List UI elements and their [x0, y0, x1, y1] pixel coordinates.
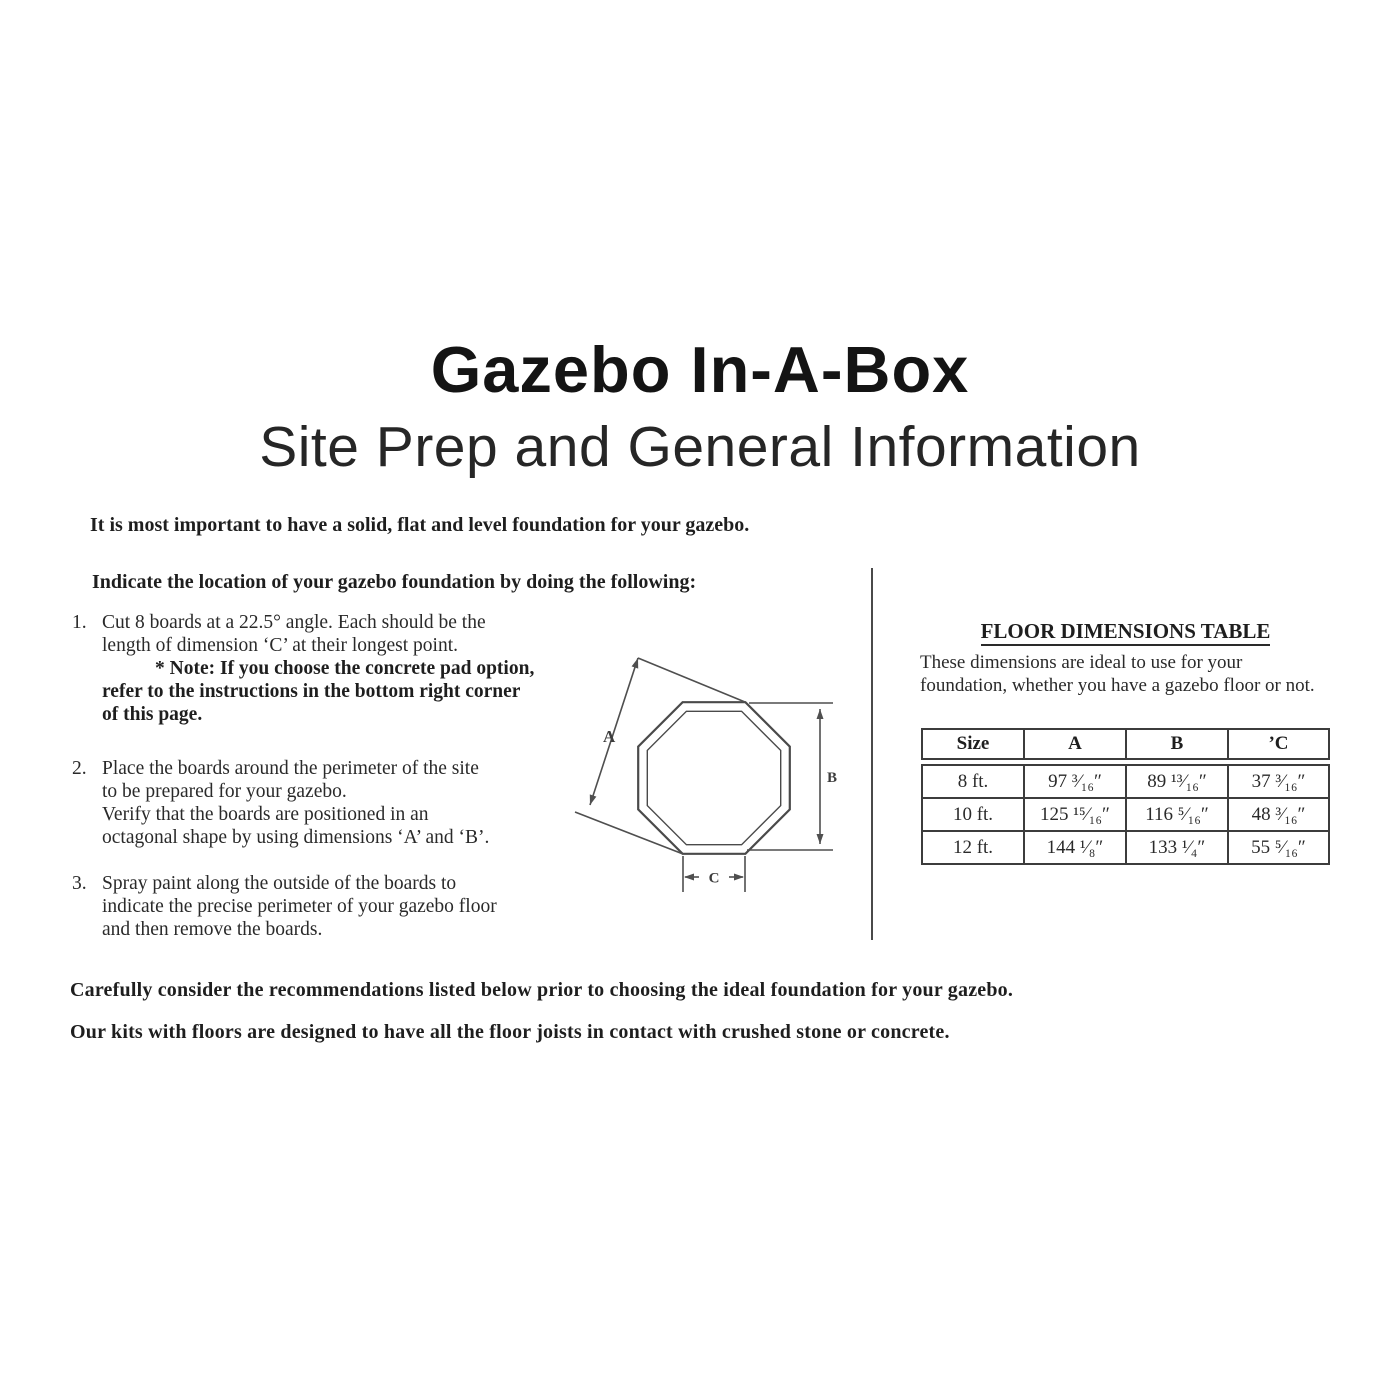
header-cell-b: B	[1125, 730, 1227, 758]
header-cell-a: A	[1023, 730, 1125, 758]
intro-line-foundation: It is most important to have a solid, flat and level foundation for your gazebo.	[90, 514, 750, 536]
step-1-note-line: * Note: If you choose the concrete pad option,	[155, 658, 535, 679]
dim-c-arrow-right	[734, 874, 744, 881]
dim-b-arrow-bottom	[817, 834, 824, 844]
cell-c: 37 ³⁄₁₆″	[1227, 766, 1328, 797]
floor-table-title	[921, 619, 1330, 644]
header-cell-size: Size	[956, 733, 990, 754]
step-2-line: octagonal shape by using dimensions ‘A’ and ‘B’.	[102, 827, 490, 848]
cell-size: 12 ft.	[952, 836, 994, 858]
step-3-line: and then remove the boards.	[102, 919, 323, 940]
floor-table-header-row	[921, 728, 1330, 760]
floor-table-title-text: FLOOR DIMENSIONS TABLE	[981, 619, 1271, 646]
column-divider	[871, 568, 873, 940]
step-3-number: 3.	[72, 873, 87, 894]
step-2-line: Verify that the boards are positioned in an	[102, 804, 429, 825]
cell-a: 125 ¹⁵⁄₁₆″	[1023, 799, 1125, 830]
footer-line-kits: Our kits with floors are designed to have all the floor joists in contact with crushed stone or concrete.	[70, 1021, 950, 1043]
dim-c-arrow-left	[684, 874, 694, 881]
dim-a-label: A	[603, 727, 616, 746]
step-1-line: length of dimension ‘C’ at their longest point.	[102, 635, 458, 656]
footer-line-recommendations: Carefully consider the recommendations listed below prior to choosing the ideal foundation for your gazebo.	[70, 979, 1014, 1001]
table-row-12ft	[923, 830, 1328, 863]
step-2-line: to be prepared for your gazebo.	[102, 781, 347, 802]
step-2-line: Place the boards around the perimeter of the site	[102, 758, 479, 779]
octagon-outer-outline	[638, 702, 790, 854]
header-cell-c: ’C	[1227, 730, 1328, 758]
intro-line-indicate: Indicate the location of your gazebo foundation by doing the following:	[92, 571, 697, 593]
cell-b: 133 ¹⁄₄″	[1125, 832, 1227, 863]
step-3-line: Spray paint along the outside of the boards to	[102, 873, 457, 894]
octagon-inner-outline	[647, 711, 780, 844]
step-3-line: indicate the precise perimeter of your gazebo floor	[102, 896, 497, 917]
dim-b-label: B	[827, 770, 838, 786]
dim-a-arrow-bottom	[590, 794, 597, 805]
cell-b: 89 ¹³⁄₁₆″	[1125, 766, 1227, 797]
dim-b-arrow-top	[817, 709, 824, 719]
step-1-line: Cut 8 boards at a 22.5° angle. Each should be the	[102, 612, 486, 633]
document-title: Gazebo In-A-Box	[430, 333, 970, 406]
step-1-number: 1.	[72, 612, 87, 633]
table-row-10ft	[923, 797, 1328, 830]
cell-a: 144 ¹⁄₈″	[1023, 832, 1125, 863]
floor-table-body	[921, 764, 1330, 865]
table-row-8ft	[923, 766, 1328, 797]
step-2-number: 2.	[72, 758, 87, 779]
cell-size: 10 ft.	[952, 803, 994, 825]
cell-a: 97 ³⁄₁₆″	[1023, 766, 1125, 797]
dim-a-arrow-top	[632, 658, 639, 669]
dim-a-extension-bottom	[575, 812, 683, 854]
dim-c-label: C	[708, 870, 720, 887]
cell-b: 116 ⁵⁄₁₆″	[1125, 799, 1227, 830]
step-2	[70, 757, 575, 849]
document-subtitle: Site Prep and General Information	[259, 415, 1141, 479]
step-3	[70, 872, 575, 941]
gazebo-octagon-diagram	[555, 630, 875, 960]
dim-a-extension-top	[638, 658, 745, 702]
step-1-note-line: refer to the instructions in the bottom right corner	[102, 681, 521, 702]
cell-c: 48 ³⁄₁₆″	[1227, 799, 1328, 830]
step-1	[70, 611, 575, 726]
cell-size: 8 ft.	[957, 770, 989, 792]
step-1-note-line: of this page.	[102, 704, 203, 725]
floor-table-description: These dimensions are ideal to use for your foundation, whether you have a gazebo floor or not.	[920, 652, 1315, 696]
cell-c: 55 ⁵⁄₁₆″	[1227, 832, 1328, 863]
